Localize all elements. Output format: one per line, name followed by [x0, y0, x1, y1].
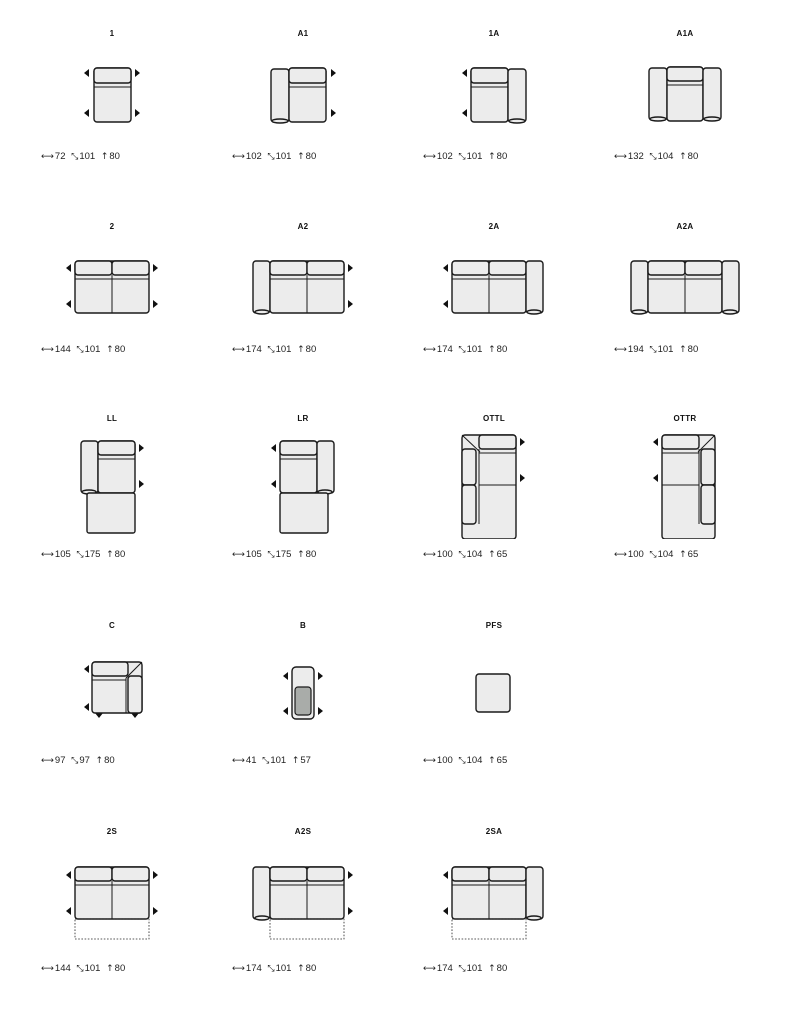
width-icon: ⟷: [41, 550, 54, 560]
height-value: 80: [496, 151, 508, 162]
depth-value: 101: [84, 963, 101, 974]
sofa-diagram-1A: [419, 29, 569, 139]
height-value: 80: [496, 963, 508, 974]
module-code: B: [299, 621, 307, 630]
depth-icon: ⤡: [458, 964, 466, 974]
dimensions: [423, 549, 510, 561]
module-code: A1: [297, 29, 309, 38]
dimensions: [232, 755, 314, 767]
dimensions: [232, 963, 319, 975]
module-2A: [419, 222, 569, 372]
width-value: 102: [436, 151, 453, 162]
module-code: OTTL: [482, 414, 506, 423]
height-icon: ↑: [106, 550, 114, 560]
module-1A: [419, 29, 569, 179]
depth-icon: ⤡: [71, 152, 79, 162]
dimensions: [232, 151, 319, 163]
height-value: 80: [104, 755, 115, 766]
dimensions: [232, 549, 319, 561]
sofa-diagram-B: [228, 621, 378, 731]
depth-value: 104: [466, 755, 483, 766]
module-code: A2: [297, 222, 309, 231]
width-icon: ⟷: [423, 550, 436, 560]
module-code: 2A: [488, 222, 500, 231]
height-icon: ↑: [488, 964, 496, 974]
dimensions: [41, 151, 123, 163]
width-value: 41: [245, 755, 257, 766]
dimensions: [423, 151, 510, 163]
height-icon: ↑: [100, 152, 109, 162]
height-icon: ↑: [106, 345, 114, 355]
sofa-diagram-PFS: [419, 621, 569, 731]
sofa-diagram-A1A: [610, 29, 760, 139]
dimensions: [423, 755, 510, 767]
module-code: OTTR: [673, 414, 697, 423]
height-value: 80: [687, 151, 699, 162]
depth-icon: ⤡: [458, 345, 466, 355]
sofa-diagram-C: [37, 621, 187, 731]
height-value: 80: [114, 963, 126, 974]
sofa-diagram-A2: [228, 222, 378, 332]
height-value: 65: [496, 549, 508, 560]
dimensions: [41, 963, 128, 975]
dimensions: [232, 344, 319, 356]
depth-icon: ⤡: [458, 756, 466, 766]
sofa-diagram-A1: [228, 29, 378, 139]
width-icon: ⟷: [423, 756, 436, 766]
depth-value: 101: [84, 344, 101, 355]
depth-value: 101: [466, 151, 483, 162]
height-value: 80: [109, 151, 120, 162]
module-A2S: [228, 827, 378, 977]
height-icon: ↑: [297, 152, 305, 162]
module-code: 1A: [488, 29, 500, 38]
height-value: 80: [305, 963, 317, 974]
dimensions: [41, 549, 128, 561]
height-icon: ↑: [488, 756, 496, 766]
width-value: 174: [436, 963, 453, 974]
depth-value: 101: [275, 151, 292, 162]
width-value: 100: [627, 549, 644, 560]
height-value: 57: [300, 755, 311, 766]
module-code: 2S: [106, 827, 118, 836]
sofa-diagram-LL: [37, 414, 187, 539]
sofa-diagram-OTTL: [419, 414, 569, 539]
sofa-diagram-2A: [419, 222, 569, 332]
depth-value: 101: [466, 963, 483, 974]
height-icon: ↑: [106, 964, 114, 974]
dimensions: [41, 344, 128, 356]
depth-icon: ⤡: [458, 152, 466, 162]
sofa-diagram-LR: [228, 414, 378, 539]
depth-icon: ⤡: [262, 756, 270, 766]
width-icon: ⟷: [232, 550, 245, 560]
depth-value: 175: [275, 549, 292, 560]
height-icon: ↑: [679, 550, 687, 560]
depth-icon: ⤡: [267, 152, 275, 162]
module-code: 2: [109, 222, 115, 231]
height-icon: ↑: [488, 345, 496, 355]
height-icon: ↑: [679, 345, 687, 355]
width-value: 194: [627, 344, 644, 355]
width-icon: ⟷: [614, 550, 627, 560]
height-icon: ↑: [488, 152, 496, 162]
width-value: 132: [627, 151, 644, 162]
height-value: 65: [687, 549, 699, 560]
depth-value: 104: [466, 549, 483, 560]
width-value: 100: [436, 549, 453, 560]
height-icon: ↑: [679, 152, 687, 162]
depth-value: 97: [79, 755, 90, 766]
height-value: 80: [305, 549, 317, 560]
depth-icon: ⤡: [267, 550, 275, 560]
depth-icon: ⤡: [267, 964, 275, 974]
module-C: [37, 621, 187, 771]
module-1: [37, 29, 187, 179]
sofa-diagram-A2A: [610, 222, 760, 332]
width-value: 174: [245, 344, 262, 355]
depth-value: 101: [270, 755, 287, 766]
sofa-diagram-1: [37, 29, 187, 139]
depth-value: 175: [84, 549, 101, 560]
height-icon: ↑: [297, 345, 305, 355]
dimensions: [423, 963, 510, 975]
module-B: [228, 621, 378, 771]
module-code: LL: [106, 414, 118, 423]
depth-value: 104: [657, 151, 674, 162]
depth-value: 101: [275, 963, 292, 974]
module-OTTR: [610, 414, 760, 564]
width-icon: ⟷: [41, 756, 54, 766]
module-code: C: [108, 621, 116, 630]
module-OTTL: [419, 414, 569, 564]
height-icon: ↑: [95, 756, 104, 766]
height-value: 80: [114, 344, 126, 355]
width-icon: ⟷: [41, 964, 54, 974]
width-icon: ⟷: [423, 152, 436, 162]
width-icon: ⟷: [423, 964, 436, 974]
height-icon: ↑: [297, 550, 305, 560]
dimensions: [614, 344, 701, 356]
width-value: 97: [54, 755, 66, 766]
dimensions: [41, 755, 118, 767]
width-value: 144: [54, 963, 71, 974]
depth-icon: ⤡: [649, 550, 657, 560]
module-code: LR: [297, 414, 309, 423]
height-icon: ↑: [297, 964, 305, 974]
height-icon: ↑: [291, 756, 300, 766]
module-code: A2S: [294, 827, 312, 836]
dimensions: [614, 549, 701, 561]
module-code: 2SA: [485, 827, 503, 836]
width-icon: ⟷: [41, 345, 54, 355]
width-value: 174: [436, 344, 453, 355]
width-icon: ⟷: [232, 152, 245, 162]
depth-icon: ⤡: [71, 756, 79, 766]
module-A1A: [610, 29, 760, 179]
module-code: PFS: [485, 621, 503, 630]
height-value: 80: [496, 344, 508, 355]
module-LL: [37, 414, 187, 564]
depth-value: 104: [657, 549, 674, 560]
width-value: 105: [54, 549, 71, 560]
depth-value: 101: [79, 151, 96, 162]
sofa-diagram-2S: [37, 827, 187, 947]
sofa-diagram-OTTR: [610, 414, 760, 539]
module-code: A2A: [676, 222, 694, 231]
module-code: A1A: [676, 29, 694, 38]
width-icon: ⟷: [41, 152, 54, 162]
module-2: [37, 222, 187, 372]
depth-icon: ⤡: [76, 550, 84, 560]
width-value: 72: [54, 151, 66, 162]
width-value: 100: [436, 755, 453, 766]
width-icon: ⟷: [614, 345, 627, 355]
width-icon: ⟷: [614, 152, 627, 162]
dimensions: [423, 344, 510, 356]
depth-icon: ⤡: [267, 345, 275, 355]
width-value: 174: [245, 963, 262, 974]
height-value: 80: [687, 344, 699, 355]
height-icon: ↑: [488, 550, 496, 560]
height-value: 80: [305, 344, 317, 355]
sofa-diagram-2: [37, 222, 187, 332]
sofa-diagram-A2S: [228, 827, 378, 947]
depth-value: 101: [275, 344, 292, 355]
depth-icon: ⤡: [649, 345, 657, 355]
module-PFS: [419, 621, 569, 771]
width-value: 102: [245, 151, 262, 162]
module-LR: [228, 414, 378, 564]
width-value: 144: [54, 344, 71, 355]
module-A2: [228, 222, 378, 372]
height-value: 65: [496, 755, 508, 766]
width-icon: ⟷: [232, 964, 245, 974]
depth-icon: ⤡: [76, 345, 84, 355]
width-icon: ⟷: [232, 345, 245, 355]
module-A2A: [610, 222, 760, 372]
module-2S: [37, 827, 187, 977]
depth-value: 101: [466, 344, 483, 355]
width-icon: ⟷: [423, 345, 436, 355]
module-2SA: [419, 827, 569, 977]
depth-icon: ⤡: [458, 550, 466, 560]
height-value: 80: [114, 549, 126, 560]
module-A1: [228, 29, 378, 179]
width-value: 105: [245, 549, 262, 560]
depth-icon: ⤡: [76, 964, 84, 974]
sofa-diagram-2SA: [419, 827, 569, 947]
depth-value: 101: [657, 344, 674, 355]
module-code: 1: [109, 29, 115, 38]
height-value: 80: [305, 151, 317, 162]
width-icon: ⟷: [232, 756, 245, 766]
dimensions: [614, 151, 701, 163]
depth-icon: ⤡: [649, 152, 657, 162]
